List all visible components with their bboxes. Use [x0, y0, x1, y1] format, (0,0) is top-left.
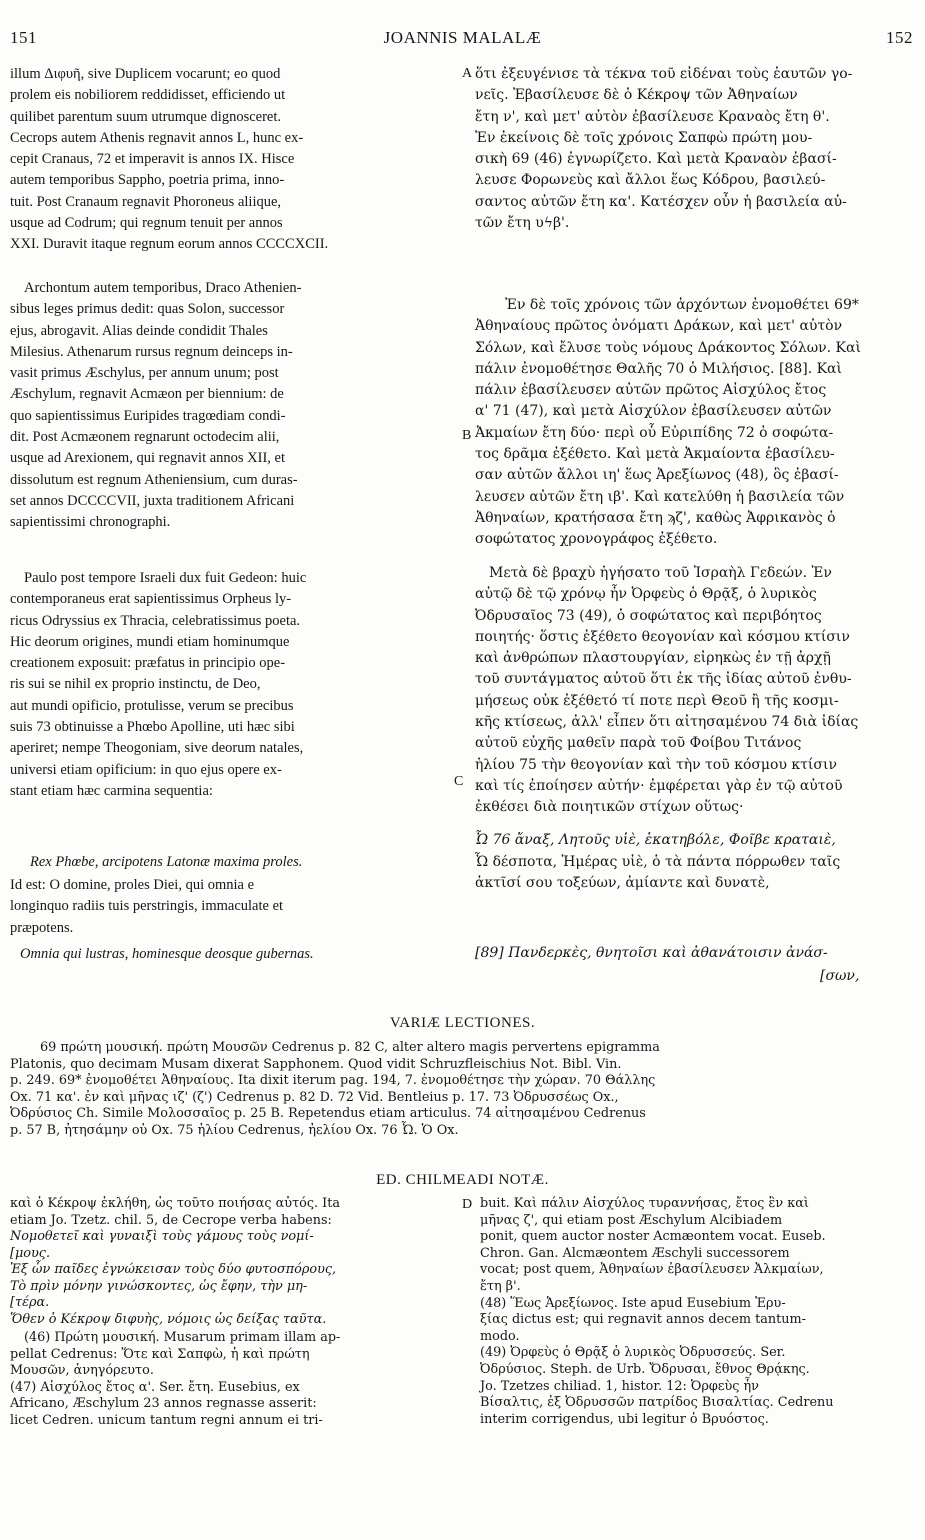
latin-paragraph-2: Archontum autem temporibus, Draco Athenien- sibus leges primus dedit: quas Solon, successor ejus, abrogavit. Alias deinde condidit Thales Milesius. Athenarum rursus regnum deinceps in- vasit primus Æschylus, per annum unum; post Æschylum, regnavit Acmæon per biennium: de quo sapientissimus Euripides tragœdiam condi- dit. Post Acmæonem regnarunt octodecim alii, usque ad Arexionem, qui regnavit annos XII, et dissolutum est regnum Atheniensium, cum duras- set annos DCCCCVII, juxta traditionem Africani sapientissimi chronographi. [10, 280, 302, 531]
page-number-right: 152 [886, 28, 913, 47]
variae-lectiones-text: 69 πρώτη μουσική. πρώτη Μουσῶν Cedrenus p. 82 C, alter altero magis pervertens epigramma Platonis, quo decimam Musam dixerat Sapphonem. Quod vidit Schruzfleischius Not. Bibl. Vin. p. 249. 69* ἐνομοθέτει Ἀθηναίους. Ita dixit iterum pag. 194, 7. ἐνομοθέτησε τὴν χώραν. 70 Θάλλης Ox. 71 κα'. ἐν καὶ μῆνας ιζ' (ζ') Cedrenus p. 82 D. 72 Vid. Bentleius p. 17. 73 Ὀδρυσσέως Ox., Ὀδρύσιος Ch. Simile Μολοσσαῖος p. 25 B. Repetendus etiam articulus. 74 αἰτησαμένου Cedrenus p. 57 B, ἠτησάμην οὐ Ox. 75 ἡλίου Cedrenus, ἠελίου Ox. 76 Ὦ. Ὁ Ox. [10, 1040, 660, 1138]
greek-paragraph-1: ὅτι ἐξευγένισε τὰ τέκνα τοῦ εἰδέναι τοὺς ἑαυτῶν γο- νεῖς. Ἐβασίλευσε δὲ ὁ Κέκροψ τῶν Ἀθηναίων ἔτη ν', καὶ μετ' αὐτὸν ἐβασίλευσε Κραναὸς ἔτη θ'. Ἐν ἐκείνοις δὲ τοῖς χρόνοις Σαπφὼ πρώτη μου- σικὴ 69 (46) ἐγνωρίζετο. Καὶ μετὰ Κραναὸν ἐβασί- λευσε Φορωνεὺς καὶ ἄλλοι ἕως Κόδρου, βασιλεύ- σαντος αὐτῶν ἔτη κα'. Κατέσχεν οὖν ἡ βασιλεία αὐ- τῶν ἔτη υϟβ'. [475, 66, 853, 232]
margin-marker-d: D [462, 1197, 473, 1212]
greek-verse-1: Ὦ 76 ἄναξ, Λητοῦς υἱὲ, ἑκατηβόλε, Φοῖβε κραταιὲ, [475, 832, 836, 848]
page-number-left: 151 [10, 28, 37, 47]
notae-left-verses: Νομοθετεῖ καὶ γυναιξὶ τοὺς γάμους τοὺς νομί- [μους. Ἐξ ὧν παῖδες ἐγνώκεισαν τοὺς δύο φυτοσπόρους, Τὸ πρὶν μόνην γινώσκοντες, ὡς ἔφην, τὴν μη- [τέρα. Ὅθεν ὁ Κέκροψ διφυὴς, νόμοις ὡς δείξας ταῦτα. [10, 1229, 337, 1327]
greek-paragraph-3: Μετὰ δὲ βραχὺ ἡγήσατο τοῦ Ἰσραὴλ Γεδεών. Ἐν αὐτῷ δὲ τῷ χρόνῳ ἦν Ὀρφεὺς ὁ Θρᾷξ, ὁ λυρικὸς Ὀδρυσαῖος 73 (49), ὁ σοφώτατος καὶ περιβόητος ποιητής· ὅστις ἐξέθετο θεογονίαν καὶ κόσμου κτίσιν καὶ ἀνθρώπων πλαστουργίαν, εἰρηκὼς ἐν τῇ ἀρχῇ τοῦ συντάγματος αὐτοῦ ὅτι ἐκ τῆς ἰδίας αὐτοῦ ἐνθυ- μήσεως οὐκ ἐξέθετό τί ποτε περὶ Θεοῦ ἢ τῆς κοσμι- κῆς κτίσεως, ἀλλ' εἶπεν ὅτι αἰτησαμένου 74 διὰ ἰδίας αὐτοῦ εὐχῆς μαθεῖν παρὰ τοῦ Φοίβου Τιτάνος ἡλίου 75 τὴν θεογονίαν καὶ τὴν τοῦ κόσμου κτίσιν καὶ τίς ἐποίησεν αὐτήν· ἐμφέρεται γὰρ ἐν τῷ αὐτοῦ ἐκθέσει διὰ ποιητικῶν στίχων οὕτως· [475, 565, 859, 816]
variae-lectiones-title: VARIÆ LECTIONES. [389, 1015, 536, 1031]
notae-right-notes: buit. Καὶ πάλιν Αἰσχύλος τυραννήσας, ἔτος ἓν καὶ μῆνας ζ', qui etiam post Æschylum Alcibiadem ponit, quem auctor noster Acmæontem vocat. Euseb. Chron. Gan. Alcmæontem Æschyli successorem vocat; post quem, Ἀθηναίων ἐβασίλευσεν Ἀλκμαίων, ἔτη β'. (48) Ἕως Ἀρεξίωνος. Iste apud Eusebium Ἐρυ- ξίας dictus est; qui regnavit annos decem tantum- modo. (49) Ὀρφεὺς ὁ Θρᾷξ ὁ λυρικὸς Ὀδρυσσεύς. Ser. Ὀδρύσιος. Steph. de Urb. Ὄδρυσαι, ἔθνος Θρᾴκης. Jo. Tzetzes chiliad. 1, histor. 12: Ὀρφεὺς ἦν Βίσαλτις, ἐξ Ὀδρυσσῶν πατρίδος Βισαλτίας. Cedrenu interim corrigendus, ubi legitur ὁ Βρυόστος. [480, 1196, 834, 1427]
greek-paragraph-2: Ἐν δὲ τοῖς χρόνοις τῶν ἀρχόντων ἐνομοθέτει 69* Ἀθηναίους πρῶτος ὀνόματι Δράκων, καὶ μετ' αὐτὸν Σόλων, καὶ ἔλυσε τοὺς νόμους Δράκοντος Σόλων. Καὶ πάλιν ἐνομοθέτησε Θαλῆς 70 ὁ Μιλήσιος. [88]. Καὶ πάλιν ἐβασίλευσεν αὐτῶν πρῶτος Αἰσχύλος ἔτος α' 71 (47), καὶ μετὰ Αἰσχύλον ἐβασίλευσεν αὐτῶν Ἀκμαίων ἔτη δύο· περὶ οὗ Εὐριπίδης 72 ὁ σοφώτα- τος δρᾶμα ἐξέθετο. Καὶ μετὰ Ἀκμαίοντα ἐβασίλευ- σαν αὐτῶν ἄλλοι ιη' ἕως Ἀρεξίωνος (48), ὃς ἐβασί- λευσεν αὐτῶν ἔτη ιβ'. Καὶ κατελύθη ἡ βασιλεία τῶν Ἀθηναίων, κρατήσασα ἔτη ϡζ', καθὼς Ἀφρικανὸς ὁ σοφώτατος χρονογράφος ἐξέθετο. [475, 297, 861, 548]
chilmeadi-notae-title: ED. CHILMEADI NOTÆ. [376, 1172, 549, 1188]
margin-marker-c: C [454, 774, 464, 789]
latin-paragraph-3: Paulo post tempore Israeli dux fuit Gedeon: huic contemporaneus erat sapientissimus Orpheus ly- ricus Odryssius ex Thracia, celebratissimus poeta. Hic deorum origines, mundi etiam hominumque creationem exposuit: præfatus in principio ope- ris sui se nihil ex proprio instinctu, de Deo, aut mundi opificio, protulisse, verum se precibus suis 73 obtinuisse a Phœbo Apolline, uti hæc sibi aperiret; nempe Theogoniam, sive deorum natales, universi etiam opificium: in quo ejus opere ex- stant etiam hæc carmina sequentia: [10, 570, 307, 799]
margin-marker-b: B [462, 428, 472, 443]
greek-verse-2-continuation: [σων, [820, 968, 860, 984]
margin-marker-a: A [462, 66, 473, 81]
running-title: JOANNIS MALALÆ [383, 28, 542, 47]
latin-paragraph-1: illum Διφυῆ, sive Duplicem vocarunt; eo quod prolem eis nobiliorem reddidisset, efficiendo ut quilibet parentum suum utrumque dignosceret. Cecrops autem Athenis regnavit annos L, hunc ex- cepit Cranaus, 72 et imperavit is annos IX. Hisce autem temporibus Sappho, poetria prima, inno- tuit. Post Cranaum regnavit Phoroneus aliique, usque ad Codrum; qui regnum tenuit per annos XXI. Duravit itaque regnum eorum annos CCCCXCII. [10, 66, 329, 253]
notae-left-intro: καὶ ὁ Κέκροψ ἐκλήθη, ὡς τοῦτο ποιήσας αὐτός. Ita etiam Jo. Tzetz. chil. 5, de Cecrope verba habens: [10, 1196, 340, 1228]
latin-verse-1: Rex Phœbe, arcipotens Latonæ maxima proles. [30, 854, 303, 870]
latin-verse-explanation: Id est: O domine, proles Diei, qui omnia e longinquo radiis tuis perstringis, immaculate et præpotens. [10, 877, 284, 936]
notae-left-notes: (46) Πρώτη μουσική. Musarum primam illam ap- pellat Cedrenus: Ὅτε καὶ Σαπφὼ, ἡ καὶ πρώτη Μουσῶν, ἀνηγόρευτο. (47) Αἰσχύλος ἔτος α'. Ser. ἔτη. Eusebius, ex Africano, Æschylum 23 annos regnasse asserit: licet Cedren. unicum tantum regni annum ei tri- [10, 1330, 341, 1428]
greek-verse-2: [89] Πανδερκὲς, θνητοῖσι καὶ ἀθανάτοισιν ἀνάσ- [475, 945, 828, 961]
latin-verse-2: Omnia qui lustras, hominesque deosque gubernas. [20, 946, 314, 962]
greek-verse-explanation: Ὦ δέσποτα, Ἡμέρας υἱὲ, ὁ τὰ πάντα πόρρωθεν ταῖς ἀκτῖσί σου τοξεύων, ἀμίαντε καὶ δυνατὲ, [475, 854, 841, 892]
